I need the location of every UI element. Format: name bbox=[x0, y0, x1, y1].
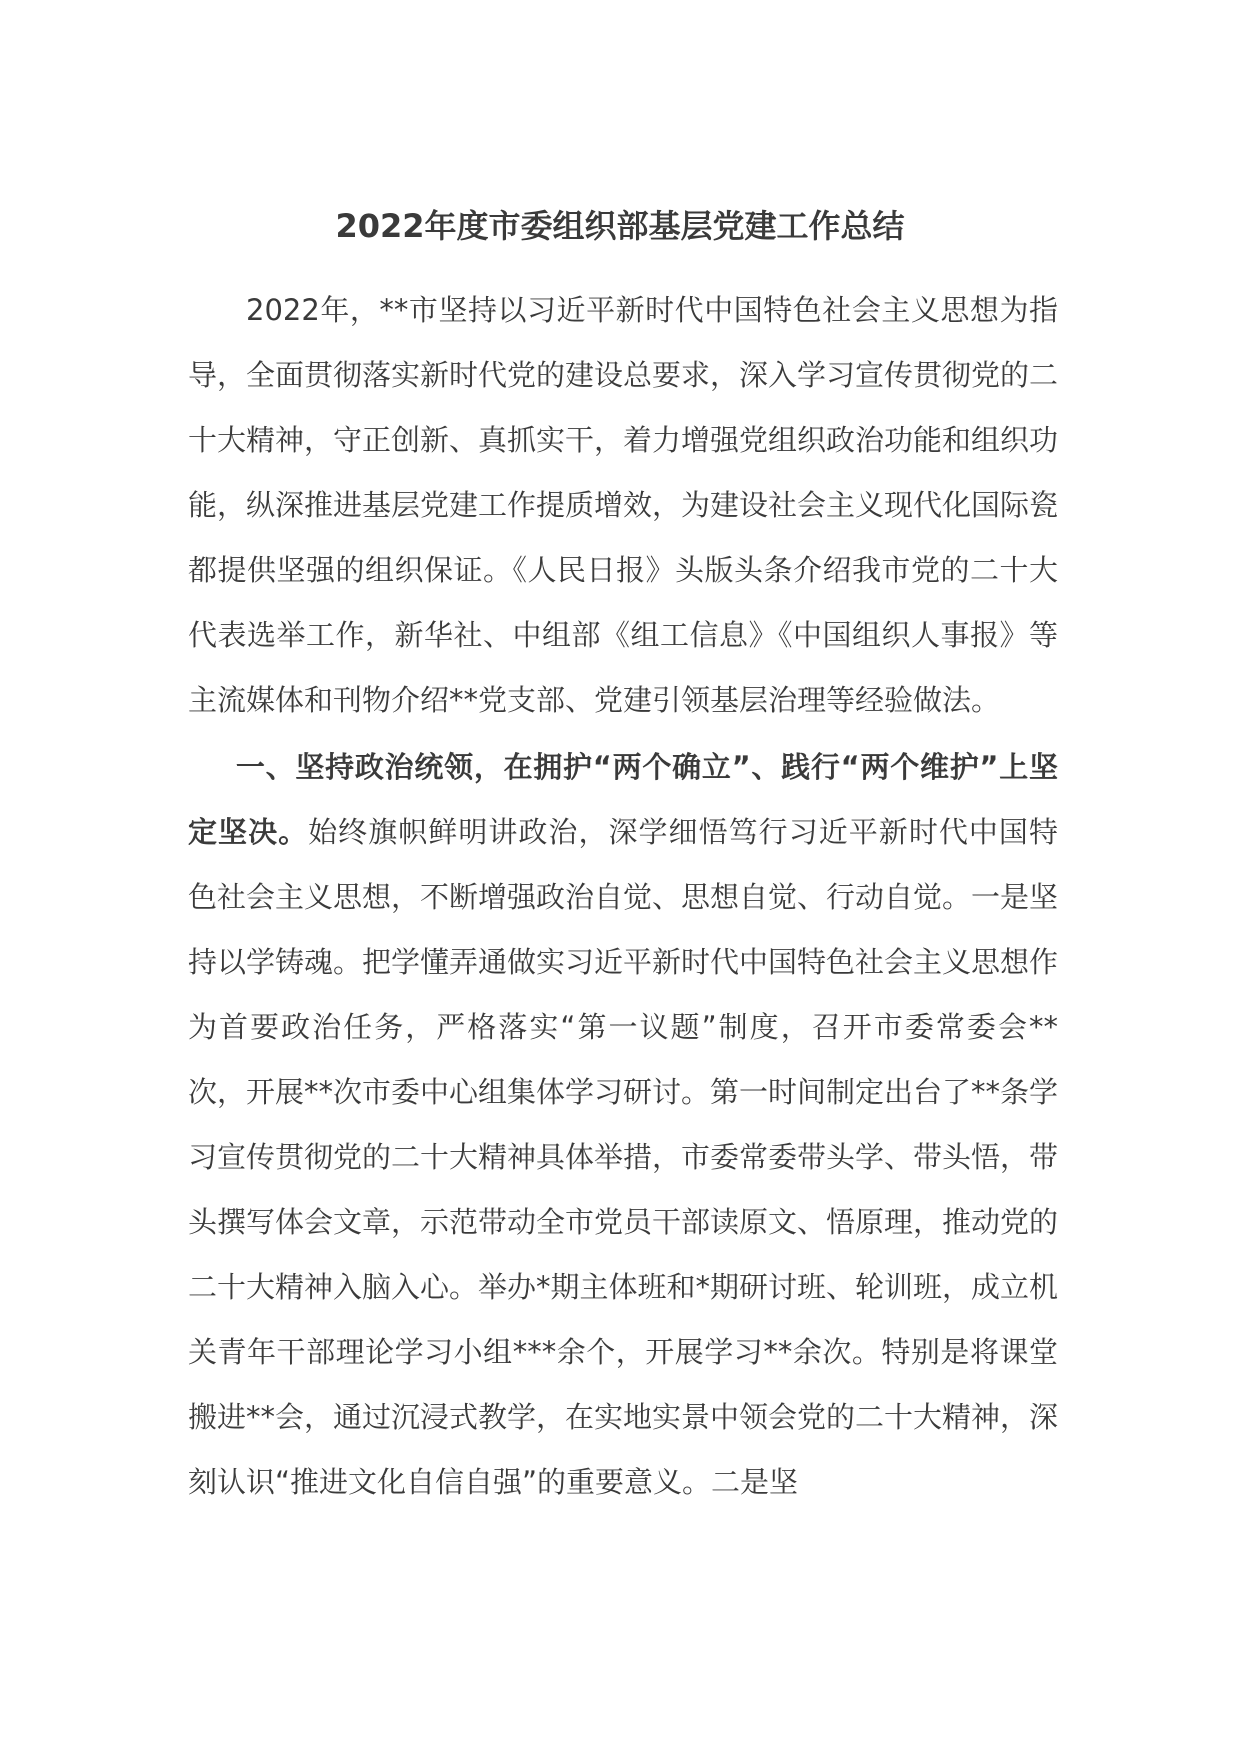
document-title: 2022年度市委组织部基层党建工作总结 bbox=[335, 207, 905, 245]
document-body bbox=[188, 278, 1058, 1515]
section-1-paragraph bbox=[188, 735, 1058, 1515]
section-1-heading: 一、坚持政治统领，在拥护“两个确立”、践行“两个维护”上坚定坚决。 bbox=[188, 750, 1058, 849]
intro-paragraph: 2022年，**市坚持以习近平新时代中国特色社会主义思想为指导，全面贯彻落实新时代党的建设总要求，深入学习宣传贯彻党的二十大精神，守正创新、真抓实干，着力增强党组织政治功能和组织功能，纵深推进基层党建工作提质增效，为建设社会主义现代化国际瓷都提供坚强的组织保证。《人民日报》头版头条介绍我市党的二十大代表选举工作，新华社、中组部《组工信息》《中国组织人事报》等主流媒体和刊物介绍**党支部、党建引领基层治理等经验做法。 bbox=[188, 293, 1059, 717]
section-1-body: 始终旗帜鲜明讲政治，深学细悟笃行习近平新时代中国特色社会主义思想，不断增强政治自觉、思想自觉、行动自觉。一是坚持以学铸魂。把学懂弄通做实习近平新时代中国特色社会主义思想作为首要政治任务，严格落实“第一议题”制度，召开市委常委会**次，开展**次市委中心组集体学习研讨。第一时间制定出台了**条学习宣传贯彻党的二十大精神具体举措，市委常委带头学、带头悟，带头撰写体会文章，示范带动全市党员干部读原文、悟原理，推动党的二十大精神入脑入心。举办*期主体班和*期研讨班、轮训班，成立机关青年干部理论学习小组***余个，开展学习**余次。特别是将课堂搬进**会，通过沉浸式教学，在实地实景中领会党的二十大精神，深刻认识“推进文化自信自强”的重要意义。二是坚 bbox=[188, 815, 1059, 1499]
